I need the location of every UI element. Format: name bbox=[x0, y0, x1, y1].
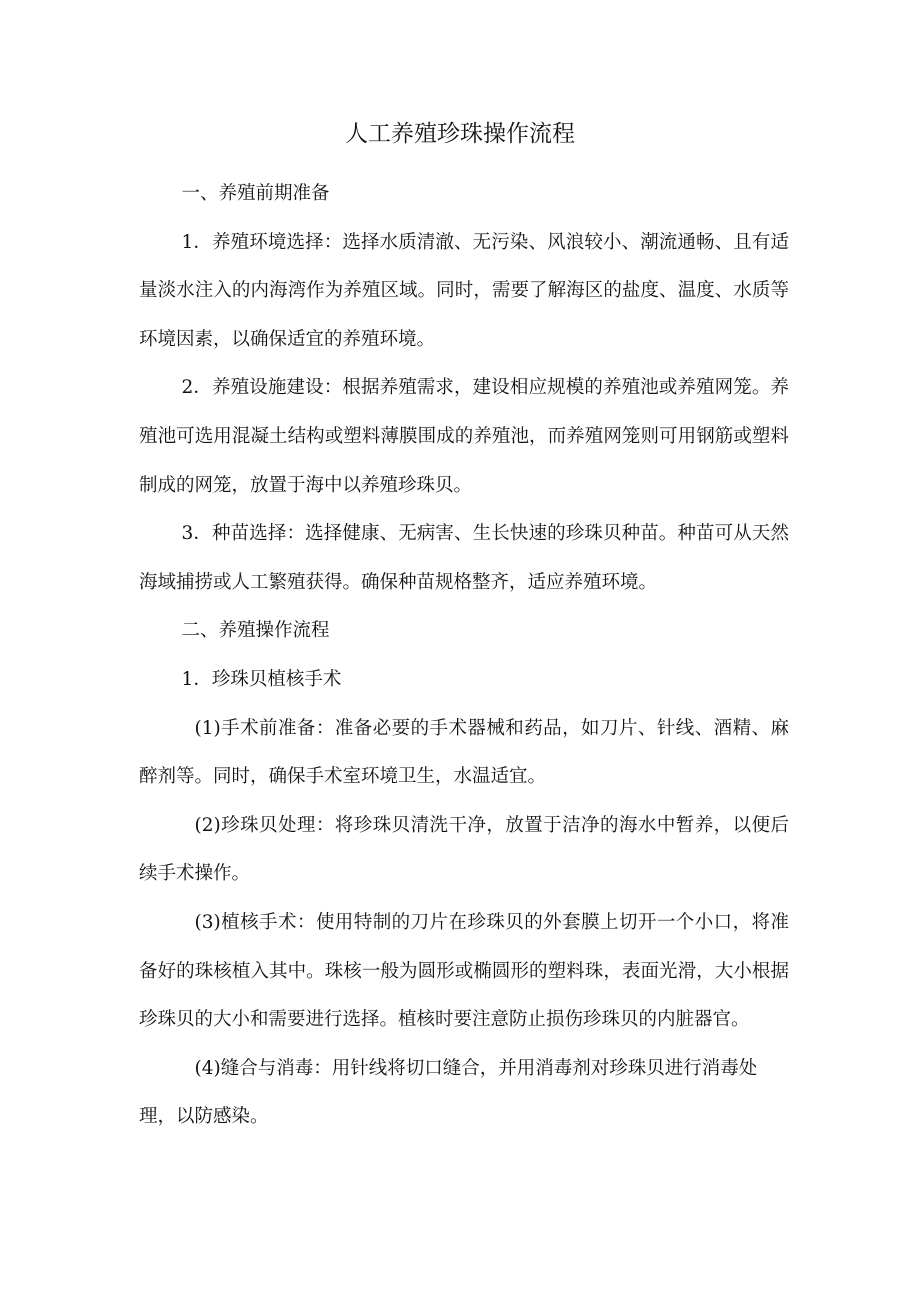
section-heading-2: 二、养殖操作流程 bbox=[181, 620, 330, 642]
paragraph-suture-disinfection: (4)缝合与消毒：用针线将切口缝合，并用消毒剂对珍珠贝进行消毒处理，以防感染。 bbox=[139, 1057, 758, 1128]
section-heading-1: 一、养殖前期准备 bbox=[181, 183, 330, 204]
subsection-heading-nucleus-implant: 1．珍珠贝植核手术 bbox=[181, 668, 342, 690]
paragraph-oyster-treatment: (2)珍珠贝处理：将珍珠贝清洗干净，放置于洁净的海水中暂养，以便后续手术操作。 bbox=[139, 814, 789, 885]
paragraph-pre-surgery-prep: (1)手术前准备：准备必要的手术器械和药品，如刀片、针线、酒精、麻醉剂等。同时，确保手术室环境卫生，水温适宜。 bbox=[139, 717, 789, 788]
document-title: 人工养殖珍珠操作流程 bbox=[345, 121, 575, 147]
paragraph-seedling-selection: 3．种苗选择：选择健康、无病害、生长快速的珍珠贝种苗。种苗可从天然海域捕捞或人工繁殖获得。确保种苗规格整齐，适应养殖环境。 bbox=[139, 523, 789, 593]
paragraph-environment-selection: 1．养殖环境选择：选择水质清澈、无污染、风浪较小、潮流通畅、且有适量淡水注入的内海湾作为养殖区域。同时，需要了解海区的盐度、温度、水质等环境因素，以确保适宜的养殖环境。 bbox=[139, 231, 789, 350]
paragraph-implant-surgery: (3)植核手术：使用特制的刀片在珍珠贝的外套膜上切开一个小口，将准备好的珠核植入其中。珠核一般为圆形或椭圆形的塑料珠，表面光滑，大小根据珍珠贝的大小和需要进行选择。植核时要注意防止损伤珍珠贝的内脏器官。 bbox=[139, 911, 789, 1031]
document-body bbox=[139, 170, 789, 1142]
paragraph-facility-construction: 2．养殖设施建设：根据养殖需求，建设相应规模的养殖池或养殖网笼。养殖池可选用混凝土结构或塑料薄膜围成的养殖池，而养殖网笼则可用钢筋或塑料制成的网笼，放置于海中以养殖珍珠贝。 bbox=[139, 377, 789, 496]
